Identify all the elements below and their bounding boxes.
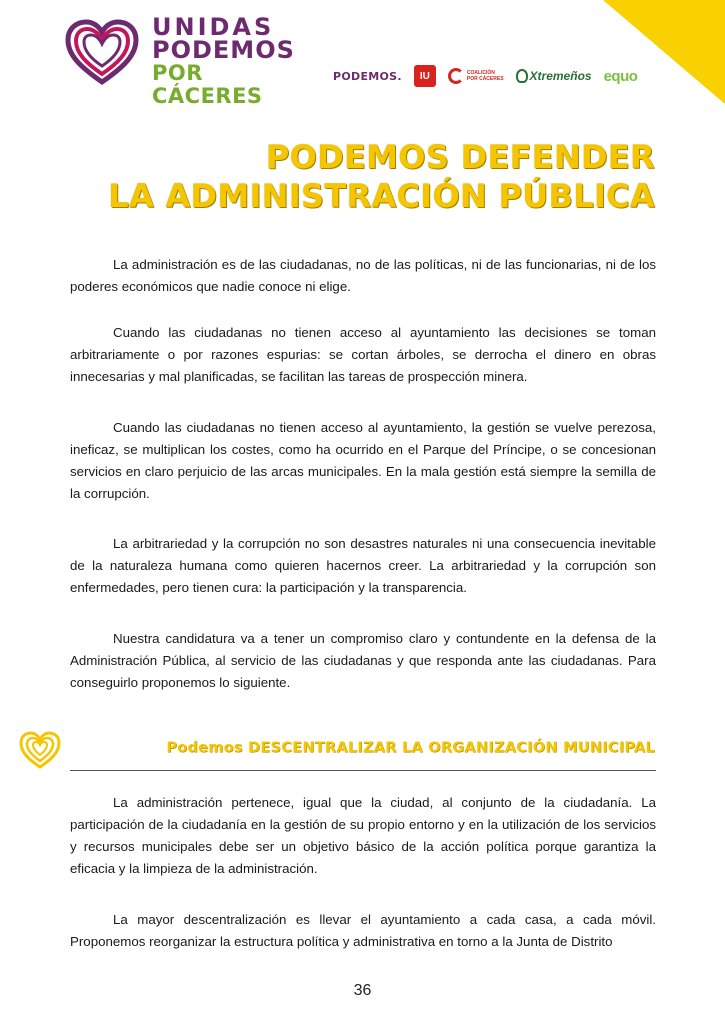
section-divider [70,770,656,771]
paragraph-management: Cuando las ciudadanas no tienen acceso al ayuntamiento, la gestión se vuelve perezosa, ineficaz, se multiplican los costes, como ha ocurrido en el Parque del Príncipe, o se concesionan servicios en claro perjuicio de las arcas municipales. En la mala gestión está siempre la semilla de la corrupción. [70,420,656,501]
extremenos-label: Xtremeños [529,69,592,83]
paragraph-intro: La administración es de las ciudadanas, no de las políticas, ni de las funcionarias, ni de los poderes económicos que nadie conoce ni elige. [70,257,656,294]
paragraph-arbitrariness: Cuando las ciudadanas no tienen acceso al ayuntamiento las decisiones se toman arbitrariamente o por razones espurias: se cortan árboles, se derrocha el dinero en obras innecesarias y mal planificadas, se facilitan las tareas de prospección minera. [70,325,656,384]
heart-icon [18,730,62,770]
heart-logo-icon [64,18,140,86]
logo-line-podemos: PODEMOS [152,36,295,64]
extremenos-mark-icon [516,69,528,83]
equo-logo: equo [603,67,638,85]
paragraph-commitment: Nuestra candidatura va a tener un compromiso claro y contundente en la defensa de la Administración Pública, al servicio de las ciudadanas y que responda ante las ciudadanas. Para conseguirlo proponemos lo siguiente. [70,631,656,690]
podemos-logo: PODEMOS. [333,69,402,83]
iu-logo: IU [414,65,436,87]
paragraph-section-1: La administración pertenece, igual que la ciudad, al conjunto de la ciudadanía. La participación de la ciudadanía en la gestión de su propio entorno y en la utilización de los servicios y recursos municipales debe ser un objetivo básico de la acción política porque garantiza la eficacia y la limpieza de la administración. [70,795,656,876]
section-title: Podemos DESCENTRALIZAR LA ORGANIZACIÓN MUNICIPAL [166,739,655,756]
paragraph-corruption: La arbitrariedad y la corrupción no son desastres naturales ni una consecuencia inevitable de la naturaleza humana como quieren hacernos creer. La arbitrariedad y la corrupción son enfermedades, pero tienen cura: la participación y la transparencia. [70,536,656,595]
partner-logos [333,62,663,90]
page-title-line1: PODEMOS DEFENDER [265,138,655,176]
logo-wordmark [152,13,314,108]
coalicion-mark-icon [448,68,464,84]
extremenos-logo [516,69,592,83]
coalicion-line2: POR CÁCERES [466,76,504,82]
logo-line-por-caceres: POR CÁCERES [152,61,263,108]
page-title [108,138,655,216]
paragraph-section-2: La mayor descentralización es llevar el ayuntamiento a cada casa, a cada móvil. Proponemos reorganizar la estructura política y administrativa en torno a la Junta de Distrito [70,912,656,949]
coalicion-line1: COALICIÓN [466,70,495,76]
coalicion-logo [448,68,504,84]
page-number: 36 [353,982,372,999]
logo-line-unidas: UNIDAS [152,13,275,41]
unidas-podemos-logo [64,13,314,108]
page-title-line2: LA ADMINISTRACIÓN PÚBLICA [108,177,655,215]
